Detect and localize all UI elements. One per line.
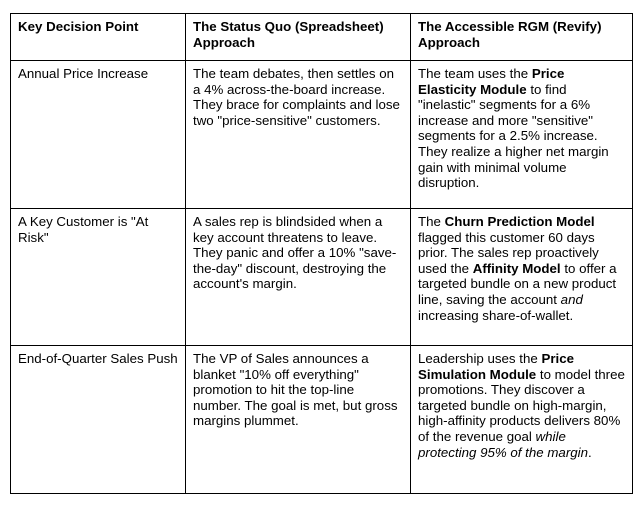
cell-status-quo: The VP of Sales announces a blanket "10% off everything" promotion to hit the top-line number. The goal is met, but gross margins plummet.	[186, 346, 411, 494]
cell-decision-point: A Key Customer is "At Risk"	[11, 209, 186, 346]
header-row	[11, 14, 633, 61]
header-accessible-rgm-approach: The Accessible RGM (Revify) Approach	[411, 14, 633, 61]
cell-status-quo: The team debates, then settles on a 4% across-the-board increase. They brace for complaints and lose two "price-sensitive" customers.	[186, 61, 411, 209]
header-status-quo-approach: The Status Quo (Spreadsheet) Approach	[186, 14, 411, 61]
header-key-decision-point: Key Decision Point	[11, 14, 186, 61]
cell-status-quo: A sales rep is blindsided when a key account threatens to leave. They panic and offer a 10% "save-the-day" discount, destroying the account's margin.	[186, 209, 411, 346]
comparison-table	[10, 13, 633, 494]
cell-decision-point: Annual Price Increase	[11, 61, 186, 209]
cell-revify: Leadership uses the Price Simulation Module to model three promotions. They discover a targeted bundle on high-margin, high-affinity products delivers 80% of the revenue goal while protecting 95% of the margin.	[411, 346, 633, 494]
table-row-end-of-quarter-sales-push	[11, 346, 633, 494]
table-row-key-customer-at-risk	[11, 209, 633, 346]
table-row-annual-price-increase	[11, 61, 633, 209]
cell-revify: The team uses the Price Elasticity Module to find "inelastic" segments for a 6% increase and more "sensitive" segments for a 2.5% increase. They realize a higher net margin gain with minimal volume disruption.	[411, 61, 633, 209]
cell-revify: The Churn Prediction Model flagged this customer 60 days prior. The sales rep proactively used the Affinity Model to offer a targeted bundle on a new product line, saving the account and increasing share-of-wallet.	[411, 209, 633, 346]
cell-decision-point: End-of-Quarter Sales Push	[11, 346, 186, 494]
